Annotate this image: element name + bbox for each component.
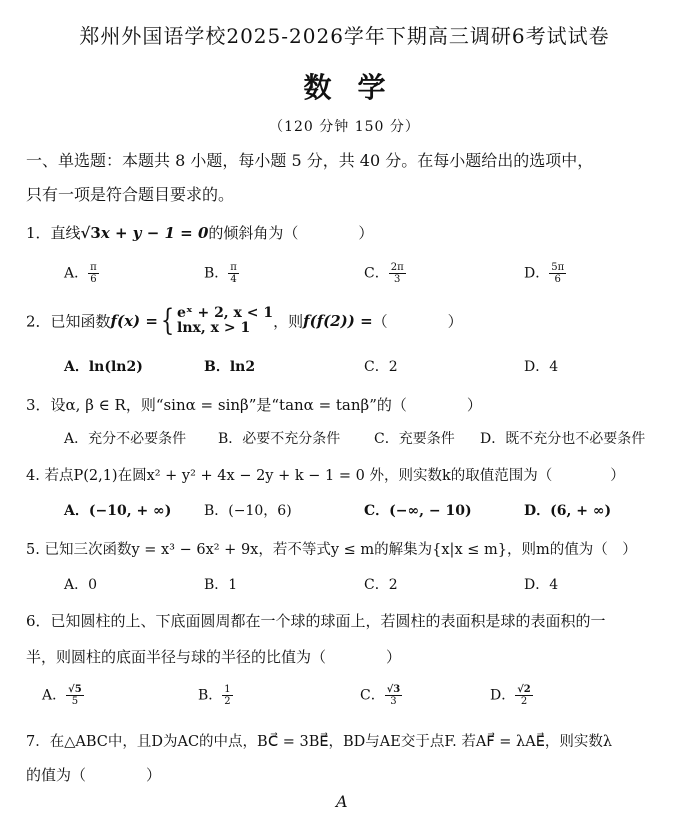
- question-1: [26, 222, 373, 243]
- q3-option-c: C．充要条件: [374, 431, 455, 447]
- q5-option-a: A．0: [64, 577, 98, 593]
- subject-title: 数学: [303, 71, 412, 104]
- q1-a-den: 6: [90, 274, 97, 285]
- q1-option-d-label: D．: [524, 265, 550, 282]
- q1-expression: x + y − 1 = 0: [100, 224, 209, 242]
- q6-a-den: 5: [71, 696, 79, 707]
- q2-text-b: ，则: [273, 312, 304, 331]
- q2-option-d: D．4: [524, 359, 559, 375]
- q3-option-b: B．必要不充分条件: [218, 431, 341, 447]
- question-2: [26, 303, 463, 338]
- q3-option-a: A．充分不必要条件: [64, 431, 187, 447]
- exam-duration-score: （120 分钟 150 分）: [269, 119, 420, 135]
- q6-option-d-fraction: [515, 684, 533, 707]
- q1-option-a-label: A．: [64, 265, 89, 282]
- q1-c-den: 3: [394, 274, 401, 285]
- exam-title: 郑州外国语学校2025-2026学年下期高三调研6考试试卷: [79, 24, 610, 48]
- q1-option-a-fraction: [88, 262, 99, 285]
- q2-option-c: C．2: [364, 359, 398, 375]
- q6-c-num: √3: [386, 684, 401, 695]
- q1-d-den: 6: [554, 274, 561, 285]
- q3-option-d: D．既不充分也不必要条件: [480, 431, 646, 447]
- q6-b-den: 2: [224, 696, 231, 707]
- q1-b-num: π: [230, 262, 237, 273]
- q6-d-den: 2: [520, 696, 528, 707]
- q1-option-d-fraction: [549, 262, 566, 285]
- q1-b-den: 4: [230, 274, 237, 285]
- q2-option-a: A．ln(ln2): [64, 359, 143, 375]
- q1-option-d: [524, 262, 566, 285]
- q2-piecewise: [177, 306, 273, 336]
- q1-option-c-label: C．: [364, 265, 389, 282]
- q6-option-d: [490, 684, 533, 707]
- q6-option-a-label: A．: [42, 687, 67, 704]
- section-instructions-line1: 一、单选题：本题共 8 小题，每小题 5 分，共 40 分。在每小题给出的选项中，: [26, 151, 594, 170]
- q7-figure-label-a: A: [336, 792, 348, 811]
- q4-option-c: C．(−∞, − 10): [364, 503, 472, 519]
- q5-option-d: D．4: [524, 577, 559, 593]
- question-6-line1: 6．已知圆柱的上、下底面圆周都在一个球的球面上，若圆柱的表面积是球的表面积的一: [26, 612, 606, 630]
- q6-option-b-label: B．: [198, 687, 223, 704]
- q6-option-b-fraction: [222, 684, 232, 707]
- q1-option-a: [64, 262, 99, 285]
- question-4: 4. 若点P(2,1)在圆x² + y² + 4x − 2y + k − 1 = 0 外，则实数k的取值范围为（ ）: [26, 468, 625, 484]
- q1-sqrt3: √3: [80, 224, 101, 242]
- q1-option-b: [204, 262, 239, 285]
- question-7-line2: 的值为（ ）: [26, 766, 162, 784]
- q5-option-b: B．1: [204, 577, 238, 593]
- q6-a-num: √5: [68, 684, 82, 695]
- q1-option-b-fraction: [228, 262, 239, 285]
- q6-option-c: [360, 684, 402, 707]
- question-7-line1: 7．在△ABC中，且D为AC的中点，BC⃗ = 3BE⃗，BD与AE交于点F. 若AF⃗ = λAE⃗，则实数λ: [26, 734, 613, 750]
- q6-option-c-fraction: [385, 684, 403, 707]
- q1-option-c-fraction: [389, 262, 406, 285]
- q2-case-1: eˣ + 2, x < 1: [177, 305, 274, 321]
- q1-a-num: π: [90, 262, 97, 273]
- q1-option-b-label: B．: [204, 265, 229, 282]
- q4-option-d: D．(6, + ∞): [524, 503, 612, 519]
- q2-option-b: B．ln2: [204, 359, 256, 375]
- q6-b-num: 1: [224, 684, 231, 695]
- q4-option-b: B．(−10，6): [204, 503, 292, 519]
- q2-text-a: 2．已知函数: [26, 312, 111, 331]
- q6-option-b: [198, 684, 233, 707]
- q4-option-a: A．(−10, + ∞): [64, 503, 172, 519]
- q2-fx: f(x) =: [110, 312, 158, 330]
- question-3: 3．设α, β ∈ R，则“sinα = sinβ”是“tanα = tanβ”的（ ）: [26, 396, 482, 414]
- q2-brace: {: [160, 303, 175, 338]
- q1-c-num: 2π: [390, 262, 404, 273]
- q6-d-num: √2: [517, 684, 531, 695]
- q1-text-b: 的倾斜角为（ ）: [208, 224, 374, 242]
- q6-option-a: [42, 684, 84, 707]
- q1-option-c: [364, 262, 406, 285]
- q2-case-2: lnx, x > 1: [177, 320, 251, 336]
- q2-ff2: f(f(2)) =: [303, 312, 373, 330]
- question-5: 5. 已知三次函数y = x³ − 6x² + 9x，若不等式y ≤ m的解集为{x|x ≤ m}，则m的值为（ ）: [26, 542, 637, 558]
- q6-c-den: 3: [390, 696, 397, 707]
- q2-text-c: （ ）: [372, 312, 463, 331]
- q6-option-d-label: D．: [490, 687, 516, 704]
- question-6-line2: 半，则圆柱的底面半径与球的半径的比值为（ ）: [26, 648, 402, 666]
- q1-text-a: 1．直线: [26, 224, 81, 242]
- q1-d-num: 5π: [551, 262, 565, 273]
- q5-option-c: C．2: [364, 577, 398, 593]
- q6-option-c-label: C．: [360, 687, 385, 704]
- section-instructions-line2: 只有一项是符合题目要求的。: [26, 185, 235, 204]
- q6-option-a-fraction: [66, 684, 84, 707]
